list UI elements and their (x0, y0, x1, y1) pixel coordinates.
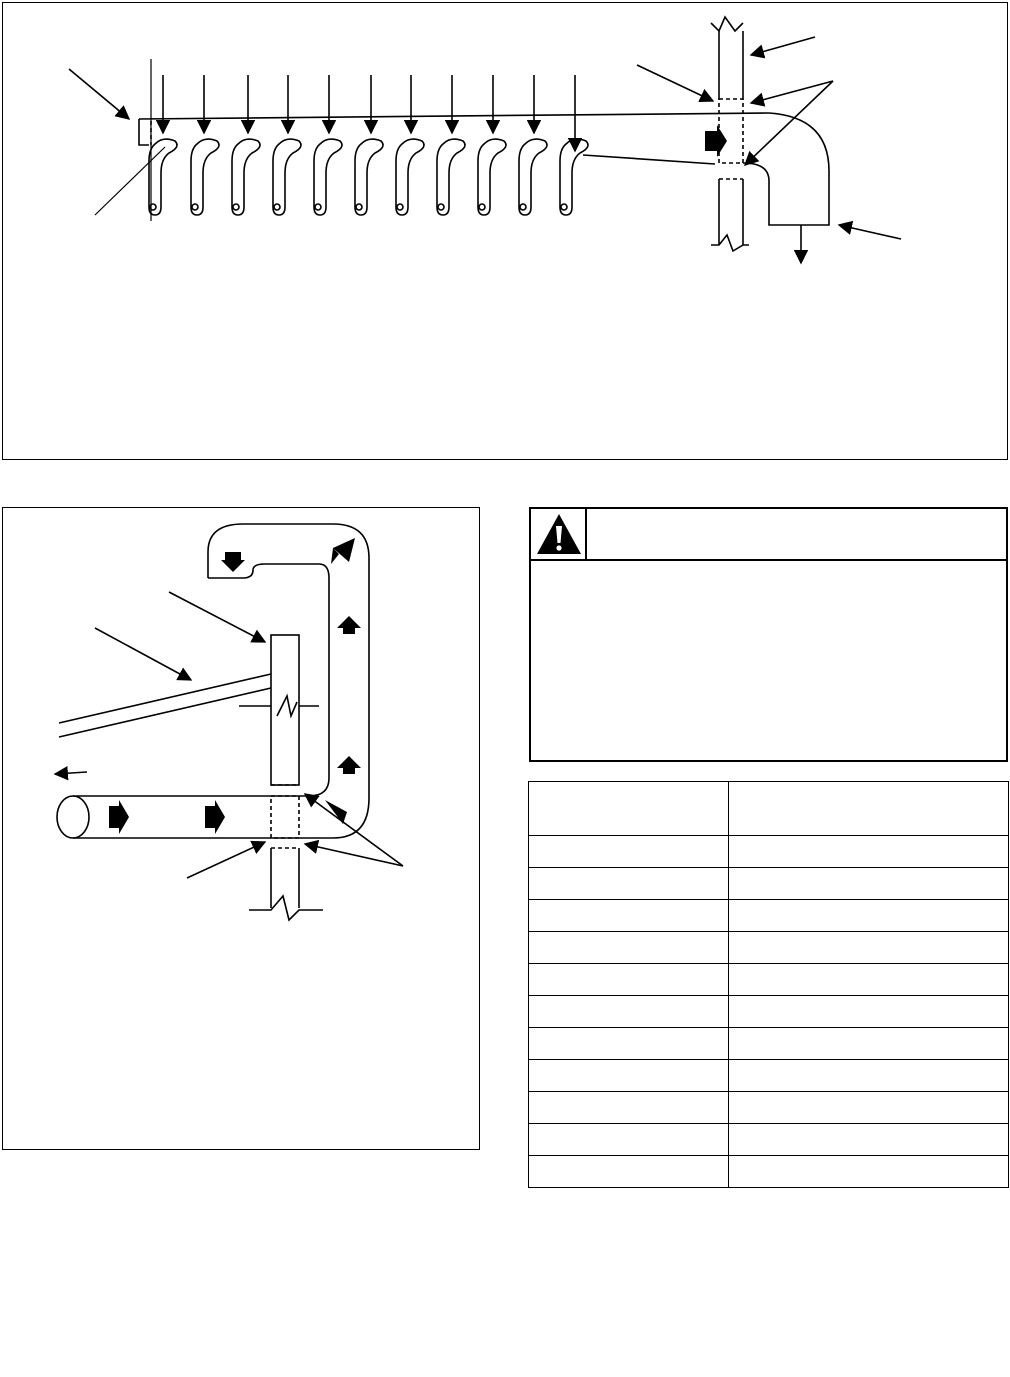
figure-2-diagram (3, 508, 481, 1151)
table-cell (529, 1156, 729, 1188)
figure-1-panel (2, 2, 1008, 460)
table-row (529, 1124, 1009, 1156)
table-cell (529, 836, 729, 868)
table-header-row (529, 782, 1009, 836)
table-row (529, 1028, 1009, 1060)
figure-1-diagram (3, 3, 1009, 461)
flow-arrow-icon (705, 125, 727, 157)
table-cell (729, 1124, 1009, 1156)
warning-box (529, 507, 1008, 762)
table-cell (529, 1028, 729, 1060)
table-row (529, 1060, 1009, 1092)
spec-table (528, 781, 1009, 1188)
table-cell (529, 1060, 729, 1092)
vent-loop-inner (73, 564, 329, 796)
table-row (529, 1092, 1009, 1124)
table-header-cell (529, 782, 729, 836)
table-cell (729, 1092, 1009, 1124)
rod-bottom (59, 688, 271, 737)
table-row (529, 932, 1009, 964)
table-header-cell (729, 782, 1009, 836)
pipe-end (57, 796, 89, 838)
table-cell (529, 868, 729, 900)
table-cell (729, 1156, 1009, 1188)
rod-top (59, 674, 271, 723)
table-cell (729, 868, 1009, 900)
warning-triangle-icon (535, 512, 583, 556)
table-cell (529, 1092, 729, 1124)
warning-header (531, 509, 1006, 561)
table-row (529, 900, 1009, 932)
elbow-outer (743, 113, 829, 225)
table-row (529, 964, 1009, 996)
table-cell (729, 836, 1009, 868)
table-cell (529, 900, 729, 932)
duct-bottom-edge (583, 155, 715, 164)
duct-end-cap (139, 119, 149, 145)
flow-arrow-icons (109, 538, 361, 834)
wall-section (271, 635, 299, 785)
table-cell (729, 900, 1009, 932)
table-cell (729, 1060, 1009, 1092)
leader-arrows (69, 37, 901, 263)
table-cell (529, 996, 729, 1028)
table-cell (729, 1028, 1009, 1060)
wall-bottom (719, 179, 743, 245)
wall-top (719, 31, 743, 99)
warning-icon-box (531, 509, 587, 559)
table-row (529, 996, 1009, 1028)
duct-top-edge (139, 113, 769, 119)
table-row (529, 1156, 1009, 1188)
table-cell (729, 964, 1009, 996)
table-cell (529, 932, 729, 964)
table-row (529, 836, 1009, 868)
table-cell (529, 964, 729, 996)
table-cell (529, 1124, 729, 1156)
table-row (529, 868, 1009, 900)
coil-knots (150, 204, 567, 210)
table-cell (729, 996, 1009, 1028)
table-cell (729, 932, 1009, 964)
figure-2-panel (2, 507, 480, 1150)
